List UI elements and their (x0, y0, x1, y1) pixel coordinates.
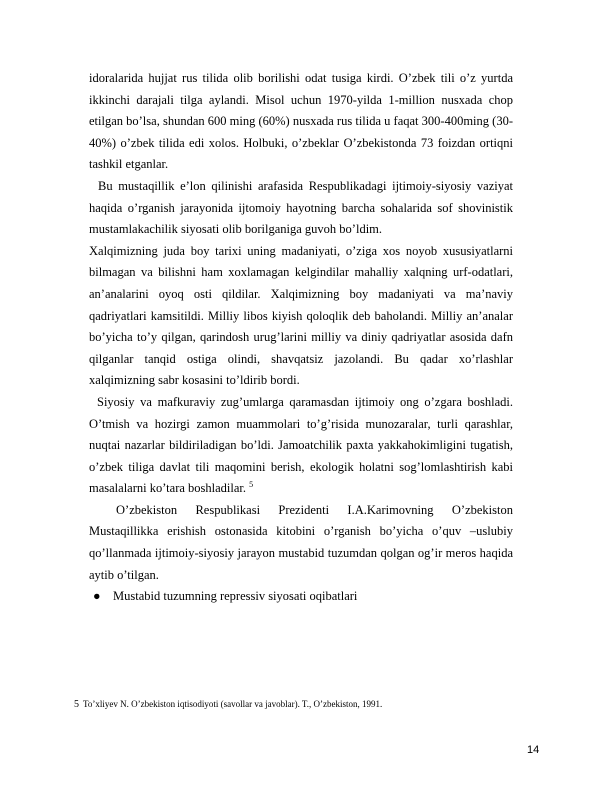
bullet-item (89, 586, 513, 608)
footnote-text: To’xliyev N. O’zbekiston iqtisodiyoti (savollar va javoblar). T., O’zbekiston, 1991. (83, 699, 383, 709)
paragraph-4-text: Siyosiy va mafkuraviy zug’umlarga qaramasdan ijtimoiy ong o’zgara boshladi. O’tmish va hozirgi zamon muammolari to’g’risida munozaralar, turli qarashlar, nuqtai nazarlar bildiriladigan bo’ldi. Jamoatchilik paxta yakkahokimligini tugatish, o’zbek tiliga davlat tili maqomini berish, ekologik holatni sog’lomlashtirish kabi masalalarni ko’tara boshladilar. (89, 394, 513, 496)
page-number: 14 (527, 744, 540, 756)
bullet-item-text: Mustabid tuzumning repressiv siyosati oqibatlari (113, 589, 358, 604)
footnote-number: 5 (74, 699, 79, 710)
body-text (89, 68, 513, 608)
paragraph-5: O’zbekiston Respublikasi Prezidenti I.A.Karimovning O’zbekiston Mustaqillikka erishish ostonasida kitobini o’rganish bo’yicha o’quv –uslubiy qo’llanmada ijtimoiy-siyosiy jarayon mustabid tuzumdan qolgan og’ir meros haqida aytib o’tilgan. (89, 502, 513, 582)
paragraph-1: idoralarida hujjat rus tilida olib borilishi odat tusiga kirdi. O’zbek tili o’z yurtda ikkinchi darajali tilga aylandi. Misol uchun 1970-yilda 1-million nusxada chop etilgan bo’lsa, shundan 600 ming (60%) nusxada rus tilida u faqat 300-400ming (30-40%) o’zbek tilida edi xolos. Holbuki, o’zbeklar O’zbekistonda 73 foizdan ortiqni tashkil etganlar. (89, 71, 513, 172)
paragraph-2: Bu mustaqillik e’lon qilinishi arafasida Respublikadagi ijtimoiy-siyosiy vaziyat haqida o’rganish jarayonida ijtomoiy hayotning barcha sohalarida sof shovinistik mustamlakachilik siyosati olib borilganiga guvoh bo’ldim. (89, 178, 513, 237)
paragraph-3: Xalqimizning juda boy tarixi uning madaniyati, o’ziga xos noyob xususiyatlarni bilmagan va bilishni ham xoxlamagan kelgindilar mahalliy xalqning urf-odatlari, an’analarini oyoq osti qildilar. Xalqimizning boy madaniyati va ma’naviy qadriyatlari kamsitildi. Milliy libos kiyish qoloqlik deb baholandi. Milliy an’analar bo’yicha to’y qilgan, qarindosh urug’larini milliy va diniy qadriyatlar asosida dafn qilganlar tanqid ostiga olindi, shavqatsiz jazolandi. Bu qadar xo’rlashlar xalqimizning sabr kosasini to’ldirib bordi. (89, 243, 513, 388)
footnote (74, 699, 382, 710)
paragraph-4 (89, 392, 513, 500)
footnote-reference[interactable]: 5 (249, 480, 254, 490)
bullet-icon: ● (93, 589, 101, 604)
